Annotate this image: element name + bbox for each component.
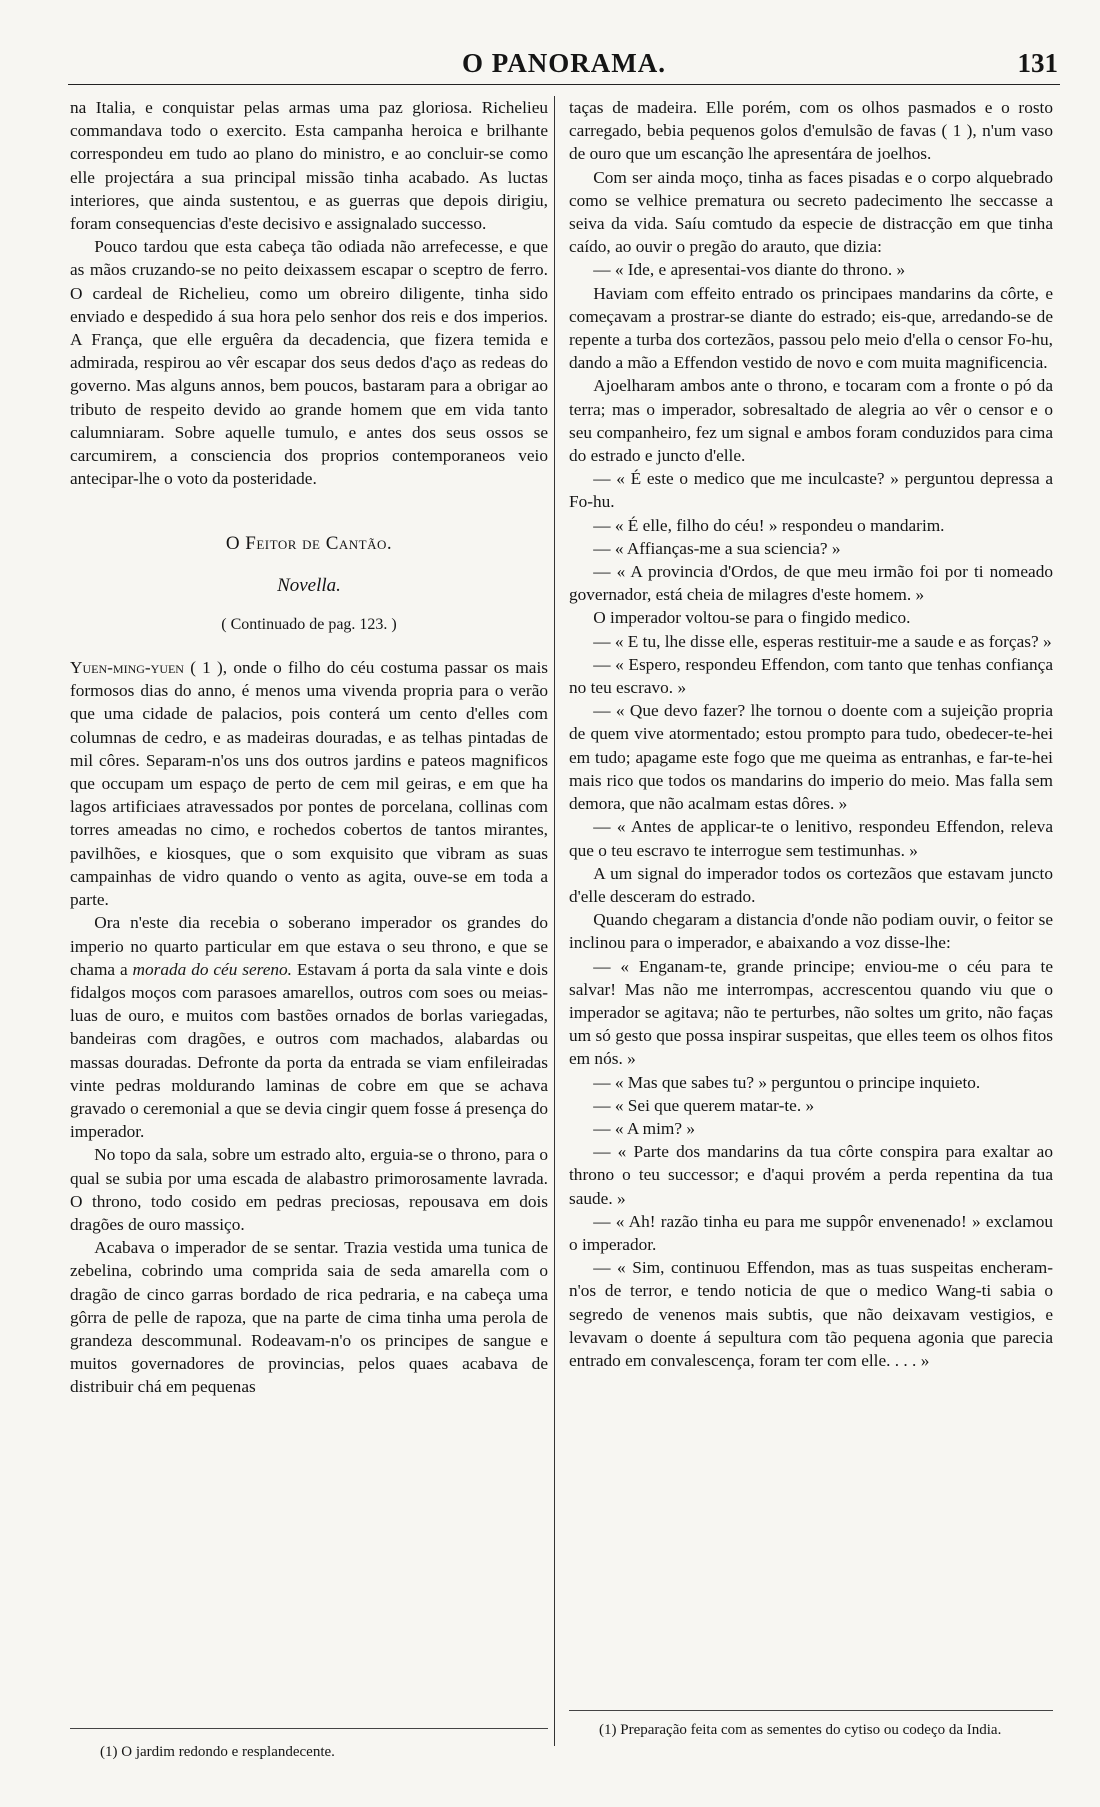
story-paragraph: Quando chegaram a distancia d'onde não podiam ouvir, o feitor se inclinou para o imperador, e abaixando a voz disse-lhe:: [569, 910, 1053, 953]
journal-title: O PANORAMA.: [462, 48, 666, 78]
story-title: O Feitor de Cantão.: [225, 533, 393, 555]
story-paragraph: — « Parte dos mandarins da tua côrte conspira para exaltar ao throno o teu successor; e d'aqui provém a perda repentina da tua saude. »: [569, 1142, 1053, 1208]
story-paragraph: Ora n'este dia recebia o soberano imperador os grandes do imperio no quarto particular em que estava o seu throno, e que se chama a morada do céu sereno. Estavam á porta da sala vinte e dois fidalgos moços com parasoes amarellos, outros com soes ou meias-luas de ouro, e muitos com bastões ornados de borlas variegadas, bandeiras com dragões, e outros com machados, alabardas ou massas douradas. Defronte da porta da entrada se viam enfileiradas vinte pedras moldurando laminas de cobre em que se achava gravado o ceremonial a que se devia cingir quem fosse á presença do imperador.: [70, 913, 548, 1142]
story-paragraph: Acabava o imperador de se sentar. Trazia vestida uma tunica de zebelina, cobrindo uma comprida saia de seda amarella com o dragão de cinco garras bordado de rica pedraria, e na cabeça uma gôrra de pelle de rapoza, que na parte de cima tinha uma perola de grandeza descommunal. Rodeavam-n'o os principes de sangue e muitos governadores de provincias, pelos quaes acabava de distribuir chá em pequenas: [70, 1238, 548, 1397]
column-divider: [554, 96, 555, 1746]
story-paragraph: — « Que devo fazer? lhe tornou o doente com a sujeição propria de quem vive atormentado; estou prompto para tudo, obedecer-te-hei em tudo; apagame este fogo que me queima as entranhas, e far-te-hei mais rico que todos os mandarins do imperio do meio. Mas falla sem demora, que não acalmam estas dôres. »: [569, 701, 1053, 814]
story-paragraph: — « É elle, filho do céu! » respondeu o mandarim.: [593, 515, 945, 535]
story-subtitle: Novella.: [277, 574, 341, 596]
story-paragraph: O imperador voltou-se para o fingido medico.: [593, 608, 911, 628]
story-paragraph: — « Antes de applicar-te o lenitivo, respondeu Effendon, releva que o teu escravo te interrogue sem testimunhas. »: [569, 817, 1053, 860]
opening-words: Yuen-ming-yuen: [70, 658, 184, 678]
story-paragraph: — « Sim, continuou Effendon, mas as tuas suspeitas encheram-n'os de terror, e tendo noticia de que o medico Wang-ti sabia o segredo de venenos mais subtis, que não deixavam vestigios, e levavam o doente á sepultura com tão pequena agonia que parecia entrado em convalescença, foram ter com elle. . . . »: [569, 1258, 1053, 1370]
story-paragraph: — « Ah! razão tinha eu para me suppôr envenenado! » exclamou o imperador.: [569, 1211, 1053, 1254]
article-paragraph: Pouco tardou que esta cabeça tão odiada não arrefecesse, e que as mãos cruzando-se no peito deixassem escapar o sceptro de ferro. O cardeal de Richelieu, como um obreiro diligente, tinha sido enviado e despedido á sua hora pelo senhor dos reis e dos imperios. A França, que elle erguêra da decadencia, que fizera temida e admirada, respirou ao vêr escapar dos seus dedos d'aço as redeas do governo. Mas alguns annos, bem poucos, bastaram para a obrigar ao tributo de respeito devido ao grande homem que em vida tanto calumniaram. Sobre aquelle tumulo, e antes dos seus ossos se carcumirem, a consciencia dos proprios contemporaneos veio antecipar-lhe o voto da posteridade.: [70, 237, 548, 489]
right-column: [569, 96, 1053, 1372]
story-paragraph: — « Affianças-me a sua sciencia? »: [593, 538, 841, 558]
italic-phrase: morada do céu sereno.: [132, 959, 292, 979]
story-paragraph: — « E tu, lhe disse elle, esperas restituir-me a saude e as forças? »: [593, 631, 1052, 651]
story-paragraph: taças de madeira. Elle porém, com os olhos pasmados e o rosto carregado, bebia pequenos golos d'emulsão de favas ( 1 ), n'um vaso de ouro que um escanção lhe apresentára de joelhos.: [569, 98, 1053, 164]
left-column: [70, 96, 548, 1399]
story-paragraph: — « É este o medico que me inculcaste? » perguntou depressa a Fo-hu.: [569, 469, 1053, 512]
article-paragraph: na Italia, e conquistar pelas armas uma paz gloriosa. Richelieu commandava todo o exercito. Esta campanha heroica e brilhante correspondeu em tudo ao plano do ministro, e ao concluir-se como elle projectára a sua principal missão tinha acabado. As luctas interiores, que ainda sustentou, e as guerras que depois dirigiu, foram consequencias d'este decisivo e assignalado successo.: [70, 98, 548, 234]
story-paragraph: A um signal do imperador todos os cortezãos que estavam juncto d'elle desceram do estrado.: [569, 863, 1053, 906]
story-paragraph: Ajoelharam ambos ante o throno, e tocaram com a fronte o pó da terra; mas o imperador, sobresaltado de alegria ao vêr o censor e o seu companheiro, fez um signal e ambos foram conduzidos para cima do estrado e juncto d'elle.: [569, 376, 1053, 466]
page-header: [68, 44, 1060, 85]
story-paragraph: — « Sei que querem matar-te. »: [593, 1095, 815, 1115]
page-number: 131: [1017, 48, 1058, 78]
footnote-left: (1) O jardim redondo e resplandecente.: [70, 1728, 548, 1762]
story-paragraph: No topo da sala, sobre um estrado alto, erguia-se o throno, para o qual se subia por uma escada de alabastro primorosamente lavrada. O throno, todo cosido em pedras preciosas, repousava em dois dragões de ouro massiço.: [70, 1145, 548, 1234]
footnote-right: (1) Preparação feita com as sementes do cytiso ou codeço da India.: [569, 1710, 1053, 1740]
story-paragraph: Haviam com effeito entrado os principaes mandarins da côrte, e começavam a prostrar-se diante do estrado; eis-que, arredando-se de repente a turba dos cortezãos, passou pelo meio d'ella o censor Fo-hu, dando a mão a Effendon vestido de novo e com muita magnificencia.: [569, 283, 1053, 373]
story-paragraph: — « Ide, e apresentai-vos diante do throno. »: [593, 260, 906, 280]
story-paragraph: — « Espero, respondeu Effendon, com tanto que tenhas confiança no teu escravo. »: [569, 654, 1053, 698]
story-paragraph: — « Mas que sabes tu? » perguntou o principe inquieto.: [593, 1072, 981, 1092]
story-paragraph: Yuen-ming-yuen ( 1 ), onde o filho do céu costuma passar os mais formosos dias do anno, é menos uma vivenda propria para o verão que uma cidade de palacios, pois conterá um cento d'elles com columnas de cedro, e as madeiras douradas, e as telhas pintadas de mil côres. Separam-n'os uns dos outros jardins e pateos magnificos que occupam um espaço de perto de cem mil geiras, e em que ha lagos artificiaes atravessados por pontes de porcelana, collinas com torres ameadas no cimo, e rochedos cobertos de tantos mirantes, pavilhões, e kiosques, que o som exquisito que vibram as suas campainhas de vidro quando o vento as agita, ouve-se em toda a parte.: [70, 658, 548, 910]
story-paragraph: — « Enganam-te, grande principe; enviou-me o céu para te salvar! Mas não me interrompas, accrescentou quando viu que o imperador se agitava; não te perturbes, não soltes um grito, não faças um só gesto que possa inspirar suspeitas, que elles teem os olhos fitos em nós. »: [569, 956, 1053, 1069]
continued-note: ( Continuado de pag. 123. ): [221, 615, 397, 633]
story-paragraph: — « A provincia d'Ordos, de que meu irmão foi por ti nomeado governador, está cheia de milagres d'este homem. »: [569, 562, 1053, 605]
story-paragraph: — « A mim? »: [593, 1118, 695, 1138]
story-paragraph: Com ser ainda moço, tinha as faces pisadas e o corpo alquebrado como se velhice prematura ou secreto padecimento lhe seccasse a seiva da vida. Saíu comtudo da especie de distracção em que tinha caído, ao ouvir o pregão do arauto, que dizia:: [569, 167, 1053, 257]
